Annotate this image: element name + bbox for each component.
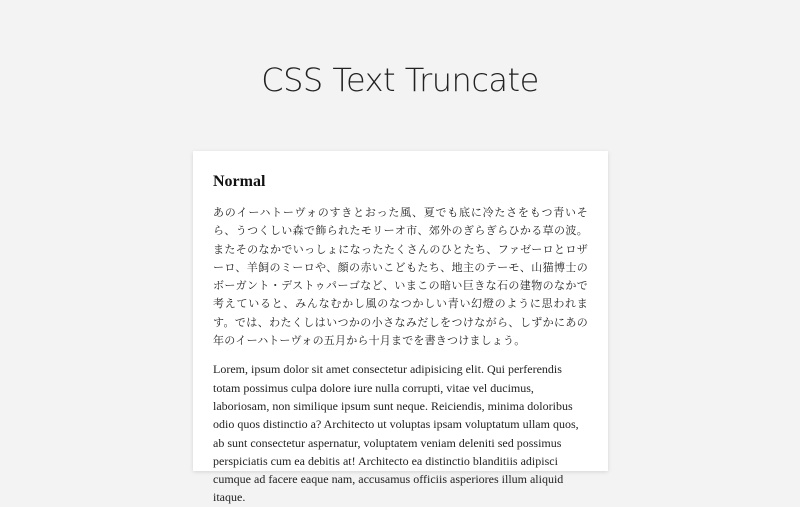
lorem-paragraph: Lorem, ipsum dolor sit amet consectetur adipisicing elit. Qui perferendis totam possimus culpa dolore iure nulla corrupti, vitae vel ducimus, laboriosam, non similique ipsum sunt neque. Reiciendis, minima doloribus odio quos distinctio a? Architecto ut voluptas ipsam voluptatum ullam quos, ab sunt consectetur aspernatur, voluptatem veniam deleniti sed possimus perspiciatis cum ea debitis at! Architecto ea distinctio blanditiis adipisci cumque ad facere eaque nam, accusamus officiis asperiores illum aliquid itaque. [213, 362, 579, 505]
page-title: CSS Text Truncate [261, 61, 539, 99]
card-heading: Normal [213, 173, 266, 190]
content-card [193, 151, 608, 505]
japanese-paragraph: あのイーハトーヴォのすきとおった風、夏でも底に冷たさをもつ青いそら、うつくしい森で飾られたモリーオ市、郊外のぎらぎらひかる草の波。またそのなかでいっしょになったたくさんのひとたち、ファゼーロとロザーロ、羊飼のミーロや、顔の赤いこどもたち、地主のテーモ、山猫博士のボーガント・デストゥパーゴなど、いまこの暗い巨きな石の建物のなかで考えていると、みんなむかし風のなつかしい青い幻燈のように思われます。では、わたくしはいつかの小さなみだしをつけながら、しずかにあの年のイーハトーヴォの五月から十月までを書きつけましょう。 [213, 206, 588, 348]
